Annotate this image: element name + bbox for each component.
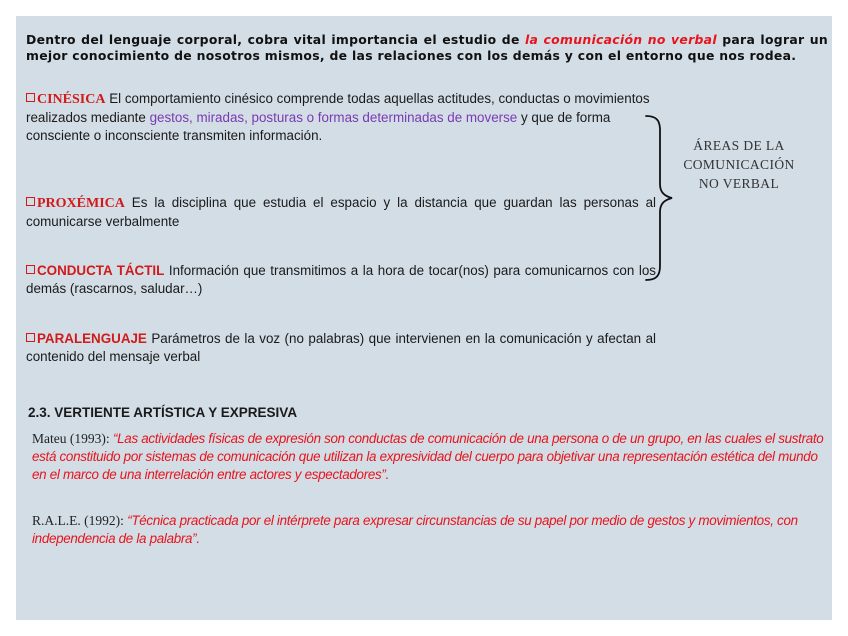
slide — [16, 16, 832, 620]
item-term: PARALENGUAJE — [37, 331, 147, 346]
section-heading: 2.3. VERTIENTE ARTÍSTICA Y EXPRESIVA — [28, 405, 298, 420]
citation-author: R.A.L.E. (1992): — [32, 513, 128, 528]
item-text: Parámetros de la voz (no palabras) que intervienen en la comunicación y afectan al contenido del mensaje verbal — [26, 331, 656, 364]
item-highlight: gestos, miradas, posturas o formas determinadas de moverse — [149, 110, 518, 125]
checkbox-bullet-icon — [26, 265, 35, 274]
areas-label — [659, 136, 819, 193]
areas-label-line: ÁREAS DE LA — [693, 138, 785, 153]
areas-label-line: NO VERBAL — [698, 176, 780, 191]
checkbox-bullet-icon — [26, 197, 35, 206]
item-term: CONDUCTA TÁCTIL — [37, 263, 165, 278]
citation-quote: “Las actividades físicas de expresión son conductas de comunicación de una persona o de un grupo, en las cuales el sustrato está constituido por sistemas de comunicación que utilizan la expresividad del cuerpo para objetivar una representación estética del mundo en el marco de una interrelación entre actores y espectadores”. — [32, 431, 824, 482]
intro-text-before: Dentro del lenguaje corporal, cobra vital importancia el estudio de — [26, 32, 525, 47]
item-term: PROXÉMICA — [37, 196, 125, 211]
citation-rale — [32, 512, 824, 548]
intro-paragraph — [26, 32, 828, 64]
item-paralenguaje — [26, 330, 656, 366]
citation-quote: “Técnica practicada por el intérprete para expresar circunstancias de su papel por medio de gestos y movimientos, con independencia de la palabra”. — [32, 513, 798, 546]
item-term: CINÉSICA — [37, 92, 106, 107]
item-text: Es la disciplina que estudia el espacio y la distancia que guardan las personas al comunicarse verbalmente — [26, 195, 656, 229]
citation-mateu — [32, 430, 824, 484]
citation-author: Mateu (1993): — [32, 431, 113, 446]
intro-highlight: la comunicación no verbal — [525, 32, 717, 47]
checkbox-bullet-icon — [26, 93, 35, 102]
item-text: El comportamiento cinésico comprende todas aquellas actitudes, conductas o movimientos realizados mediante — [26, 91, 650, 125]
item-text: Información que transmitimos a la hora de tocar(nos) para comunicarnos con los demás (rascarnos, saludar…) — [26, 263, 656, 296]
item-proxemica — [26, 194, 656, 231]
item-cinesica — [26, 90, 656, 145]
item-conducta-tactil — [26, 262, 656, 298]
intro-text-after: para lograr un mejor conocimiento de nosotros mismos, de las relaciones con los demás y con el entorno que nos rodea. — [26, 32, 828, 63]
checkbox-bullet-icon — [26, 333, 35, 342]
areas-label-line: COMUNICACIÓN — [683, 157, 795, 172]
item-text: y que de forma consciente o inconsciente transmiten información. — [26, 110, 611, 143]
